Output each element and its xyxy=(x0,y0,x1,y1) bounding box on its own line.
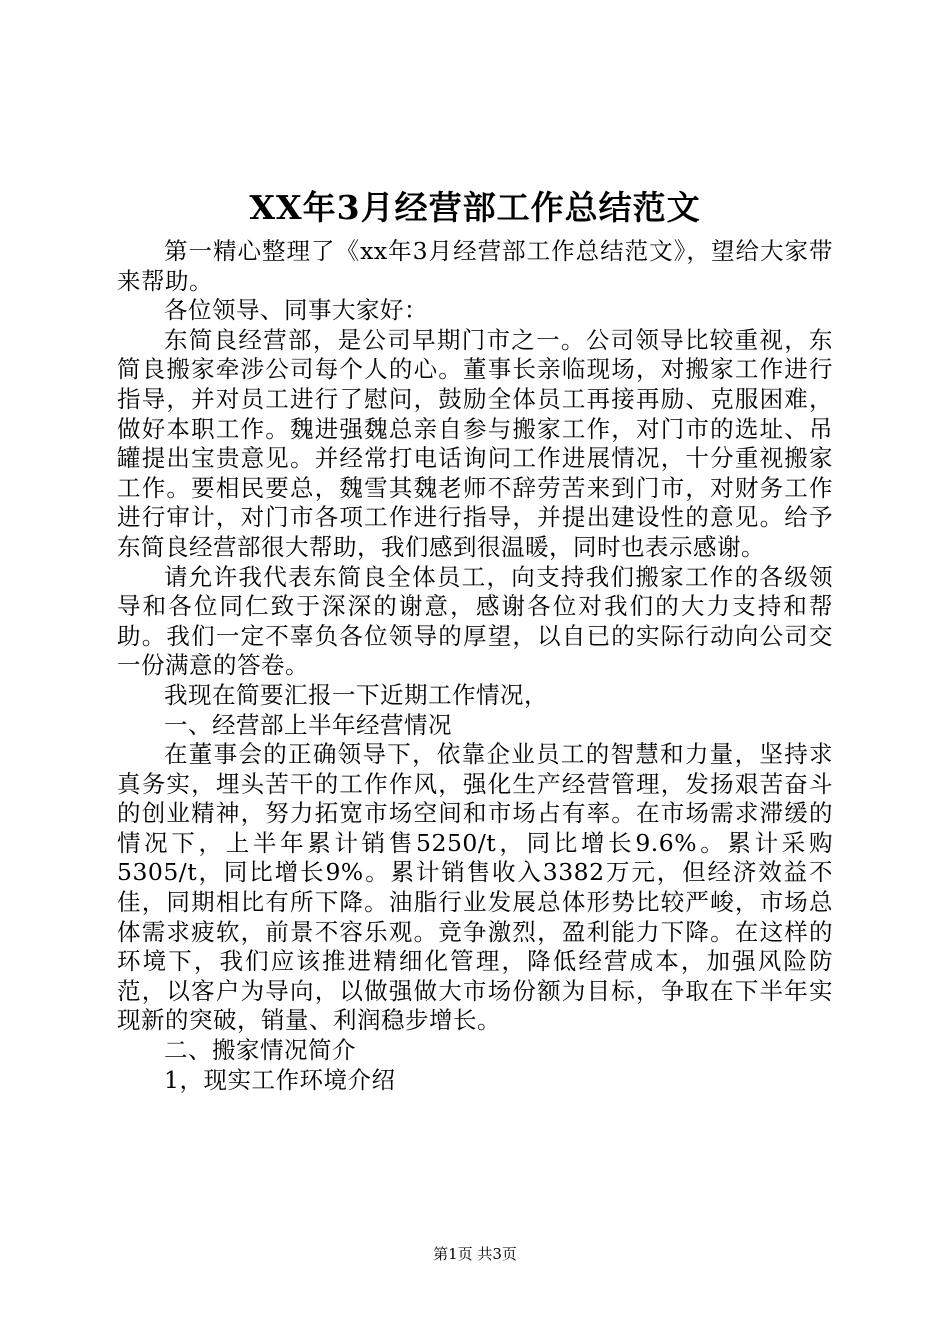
paragraph-background: 东简良经营部，是公司早期门市之一。公司领导比较重视，东简良搬家牵涉公司每个人的心。董事长亲临现场，对搬家工作进行指导，并对员工进行了慰问，鼓励全体员工再接再励、克服困难，做好本职工作。魏进强魏总亲自参与搬家工作，对门市的选址、吊罐提出宝贵意见。并经常打电话询问工作进展情况，十分重视搬家工作。要相民要总，魏雪其魏老师不辞劳苦来到门市，对财务工作进行审计，对门市各项工作进行指导，并提出建设性的意见。给予东简良经营部很大帮助，我们感到很温暖，同时也表示感谢。 xyxy=(117,325,833,561)
page-number-indicator: 第1页 共3页 xyxy=(433,1245,517,1263)
document-title: XX年3月经营部工作总结范文 xyxy=(249,188,701,227)
section-heading-2: 二、搬家情况简介 xyxy=(164,1036,356,1065)
subsection-heading-1: 1，现实工作环境介绍 xyxy=(164,1065,396,1094)
paragraph-greeting: 各位领导、同事大家好： xyxy=(164,296,428,325)
paragraph-operations: 在董事会的正确领导下，依靠企业员工的智慧和力量，坚持求真务实，埋头苦干的工作作风，强化生产经营管理，发扬艰苦奋斗的创业精神，努力拓宽市场空间和市场占有率。在市场需求滞缓的情况下，上半年累计销售5250/t，同比增长9.6%。累计采购5305/t，同比增长9%。累计销售收入3382万元，但经济效益不佳，同期相比有所下降。油脂行业发展总体形势比较严峻，市场总体需求疲软，前景不容乐观。竞争激烈，盈利能力下降。在这样的环境下，我们应该推进精细化管理，降低经营成本，加强风险防范，以客户为导向，以做强做大市场份额为目标，争取在下半年实现新的突破，销量、利润稳步增长。 xyxy=(117,740,833,1035)
section-heading-1: 一、经营部上半年经营情况 xyxy=(164,710,452,739)
paragraph-thanks: 请允许我代表东简良全体员工，向支持我们搬家工作的各级领导和各位同仁致于深深的谢意，感谢各位对我们的大力支持和帮助。我们一定不辜负各位领导的厚望，以自已的实际行动向公司交一份满意的答卷。 xyxy=(117,562,833,680)
paragraph-report-intro: 我现在简要汇报一下近期工作情况， xyxy=(164,680,548,709)
paragraph-intro: 第一精心整理了《xx年3月经营部工作总结范文》，望给大家带来帮助。 xyxy=(117,237,833,295)
page-footer xyxy=(0,1243,950,1265)
document-body xyxy=(117,237,833,1095)
